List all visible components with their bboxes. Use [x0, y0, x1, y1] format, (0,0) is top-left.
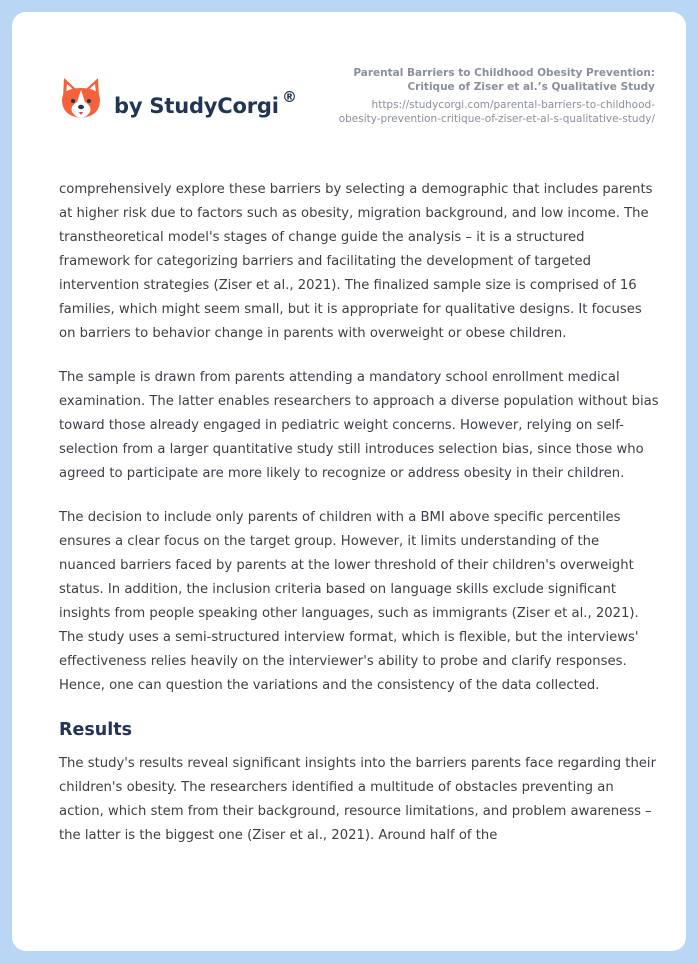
studycorgi-logo[interactable] — [60, 76, 310, 136]
document-title — [275, 66, 655, 94]
document-body — [59, 178, 659, 868]
paragraph: comprehensively explore these barriers by selecting a demographic that includes parents at higher risk due to factors such as obesity, migration background, and low income. The transtheoretical model's stages of change guide the analysis – it is a structured framework for categorizing barriers and facilitating the development of targeted intervention strategies (Ziser et al., 2021). The finalized sample size is comprised of 16 families, which might seem small, but it is appropriate for qualitative designs. It focuses on barriers to behavior change in parents with overweight or obese children. — [59, 182, 653, 341]
brand-name: by StudyCorgi — [114, 94, 279, 118]
results-heading: Results — [59, 720, 132, 740]
paragraph: The sample is drawn from parents attending a mandatory school enrollment medical examination. The latter enables researchers to approach a diverse population without bias toward those already engaged in pediatric weight concerns. However, relying on self-selection from a larger quantitative study still introduces selection bias, since those who agreed to participate are more likely to recognize or address obesity in their children. — [59, 370, 659, 481]
document-url-line2[interactable]: obesity-prevention-critique-of-ziser-et-al-s-qualitative-study/ — [338, 113, 655, 125]
corgi-logo-icon — [60, 76, 102, 124]
paragraph: The study's results reveal significant insights into the barriers parents face regarding their children's obesity. The researchers identified a multitude of obstacles preventing an action, which stem from their background, resource limitations, and problem awareness – the latter is the biggest one (Ziser et al., 2021). Around half of the — [59, 756, 657, 843]
paragraph: The decision to include only parents of children with a BMI above specific percentiles ensures a clear focus on the target group. However, it limits understanding of the nuanced barriers faced by parents at the lower threshold of their children's overweight status. In addition, the inclusion criteria based on language skills exclude significant insights from people speaking other languages, such as immigrants (Ziser et al., 2021). The study uses a semi-structured interview format, which is flexible, but the interviews' effectiveness relies heavily on the interviewer's ability to probe and clarify responses. Hence, one can question the variations and the consistency of the data collected. — [59, 510, 639, 693]
registered-mark: ® — [282, 88, 297, 106]
document-title-line1: Parental Barriers to Childhood Obesity Prevention: — [353, 67, 655, 79]
document-url-line1[interactable]: https://studycorgi.com/parental-barriers-to-childhood- — [371, 99, 655, 111]
document-page — [12, 12, 686, 951]
document-url[interactable] — [275, 98, 655, 126]
document-meta — [275, 66, 655, 126]
document-title-line2: Critique of Ziser et al.’s Qualitative Study — [407, 81, 655, 93]
